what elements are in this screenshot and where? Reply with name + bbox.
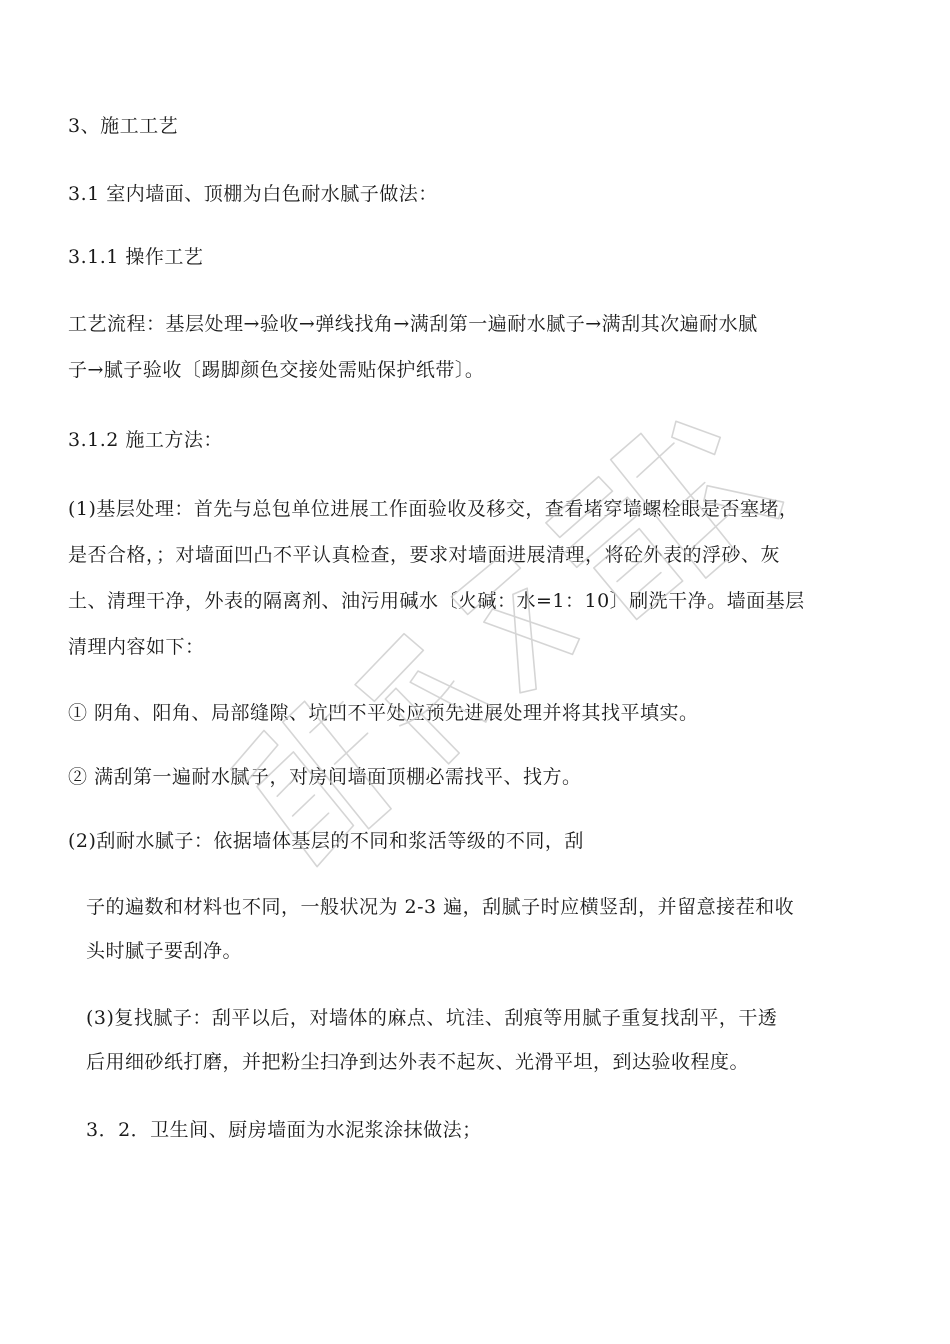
section-heading-3: 3、施工工艺 [68,115,179,137]
step2-line-3: 头时腻子要刮净。 [86,940,243,962]
section-heading-3-2: 3．2．卫生间、厨房墙面为水泥浆涂抹做法； [86,1119,482,1141]
sub-item-1: ① 阴角、阳角、局部缝隙、坑凹不平处应预先进展处理并将其找平填实。 [68,702,699,724]
step1-line-1: (1)基层处理：首先与总包单位进展工作面验收及移交，查看堵穿墙螺栓眼是否塞堵， [68,498,799,520]
process-flow-line-1: 工艺流程：基层处理→验收→弹线找角→满刮第一遍耐水腻子→满刮其次遍耐水腻 [68,313,758,335]
step1-line-3: 土、清理干净，外表的隔离剂、油污用碱水〔火碱：水=1：10〕刷洗干净。墙面基层 [68,590,805,612]
sub-item-2: ② 满刮第一遍耐水腻子，对房间墙面顶棚必需找平、找方。 [68,766,582,788]
step3-line-2: 后用细砂纸打磨，并把粉尘扫净到达外表不起灰、光滑平坦，到达验收程度。 [86,1051,750,1073]
step2-line-2: 子的遍数和材料也不同，一般状况为 2-3 遍，刮腻子时应横竖刮，并留意接茬和收 [86,896,795,918]
step1-line-4: 清理内容如下： [68,636,205,658]
step2-line-1: (2)刮耐水腻子：依据墙体基层的不同和浆活等级的不同，刮 [68,830,584,852]
section-heading-3-1-1: 3.1.1 操作工艺 [68,246,204,268]
step3-line-1: (3)复找腻子：刮平以后，对墙体的麻点、坑洼、刮痕等用腻子重复找刮平，干透 [86,1007,778,1029]
process-flow-line-2: 子→腻子验收〔踢脚颜色交接处需贴保护纸带〕。 [68,359,485,381]
section-heading-3-1-2: 3.1.2 施工方法： [68,429,223,451]
step1-line-2: 是否合格，；对墙面凹凸不平认真检查，要求对墙面进展清理，将砼外表的浮砂、灰 [68,544,781,566]
section-heading-3-1: 3.1 室内墙面、顶棚为白色耐水腻子做法： [68,183,438,205]
